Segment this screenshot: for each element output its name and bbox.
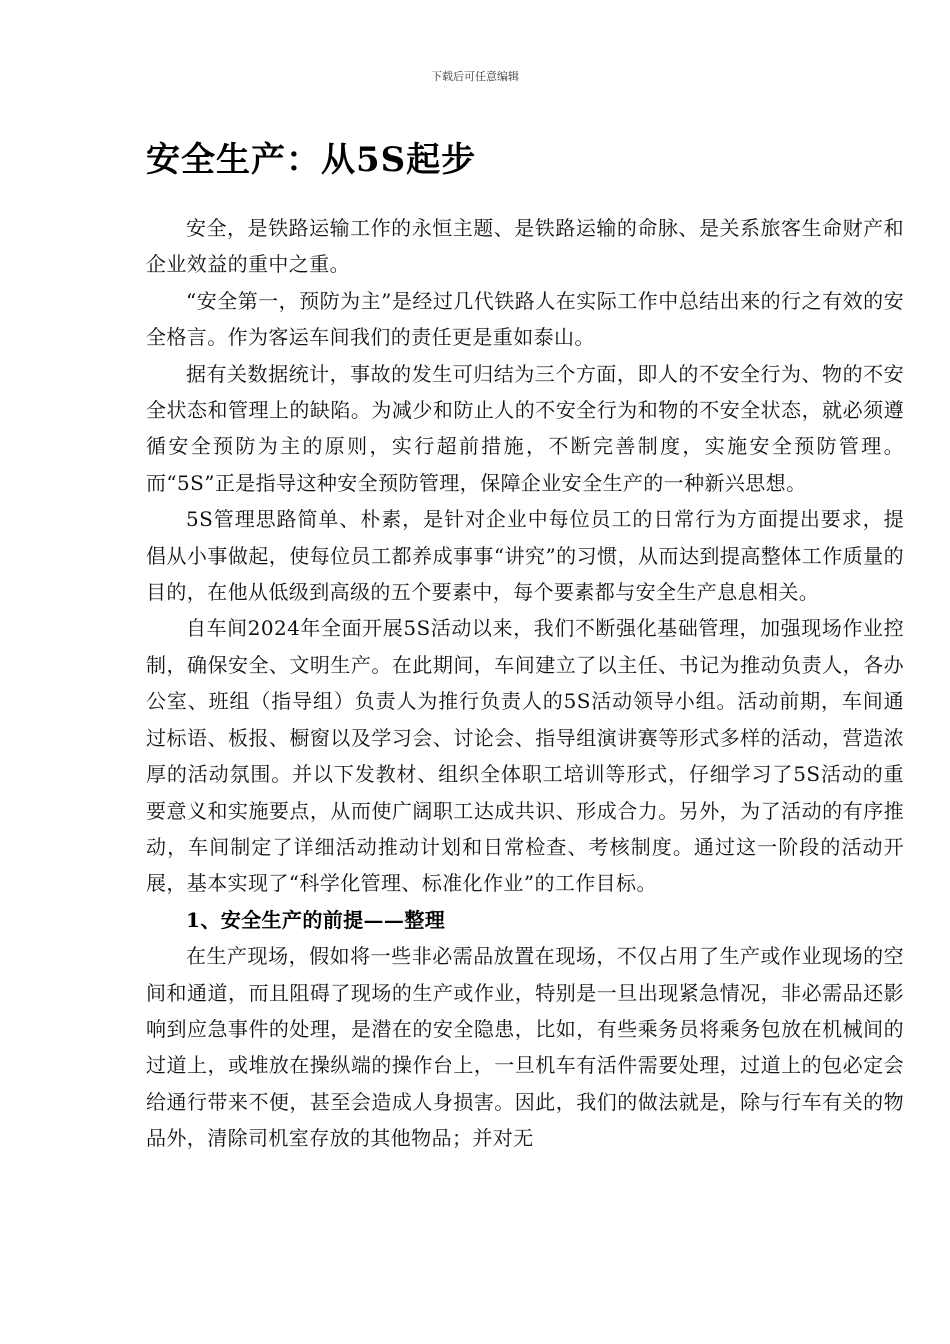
paragraph-sorting: 在生产现场，假如将一些非必需品放置在现场，不仅占用了生产或作业现场的空间和通道，而且阻碍了现场的生产或作业，特别是一旦出现紧急情况，非必需品还影响到应急事件的处理，是潜在的安全隐患，比如，有些乘务员将乘务包放在机械间的过道上，或堆放在操纵端的操作台上，一旦机车有活件需要处理，过道上的包必定会给通行带来不便，甚至会造成人身损害。因此，我们的做法就是，除与行车有关的物品外，清除司机室存放的其他物品；并对无: [146, 944, 904, 1151]
paragraph-5s-concept: 5S管理思路简单、朴素，是针对企业中每位员工的日常行为方面提出要求，提倡从小事做起，使每位员工都养成事事“讲究”的习惯，从而达到提高整体工作质量的目的，在他从低级到高级的五个要素中，每个要素都与安全生产息息相关。: [146, 507, 904, 605]
document-title: 安全生产：从5S起步: [146, 140, 477, 180]
paragraph-workshop-activities: 自车间2024年全面开展5S活动以来，我们不断强化基础管理，加强现场作业控制，确保安全、文明生产。在此期间，车间建立了以主任、书记为推动负责人，各办公室、班组（指导组）负责人为推行负责人的5S活动领导小组。活动前期，车间通过标语、板报、橱窗以及学习会、讨论会、指导组演讲赛等形式多样的活动，营造浓厚的活动氛围。并以下发教材、组织全体职工培训等形式，仔细学习了5S活动的重要意义和实施要点，从而使广阔职工达成共识、形成合力。另外，为了活动的有序推动，车间制定了详细活动推动计划和日常检查、考核制度。通过这一阶段的活动开展，基本实现了“科学化管理、标准化作业”的工作目标。: [146, 616, 904, 896]
section-heading-sorting: 1、安全生产的前提——整理: [186, 907, 446, 932]
header-note: 下载后可任意编辑: [431, 70, 519, 83]
paragraph-safety-motto: “安全第一，预防为主”是经过几代铁路人在实际工作中总结出来的行之有效的安全格言。作为客运车间我们的责任更是重如泰山。: [146, 288, 904, 350]
paragraph-accident-causes: 据有关数据统计，事故的发生可归结为三个方面，即人的不安全行为、物的不安全状态和管理上的缺陷。为减少和防止人的不安全行为和物的不安全状态，就必须遵循安全预防为主的原则，实行超前措施，不断完善制度，实施安全预防管理。而“5S”正是指导这种安全预防管理，保障企业安全生产的一种新兴思想。: [146, 361, 904, 495]
paragraph-safety-theme: 安全，是铁路运输工作的永恒主题、是铁路运输的命脉、是关系旅客生命财产和企业效益的重中之重。: [146, 216, 904, 277]
document-body: [146, 210, 904, 1157]
